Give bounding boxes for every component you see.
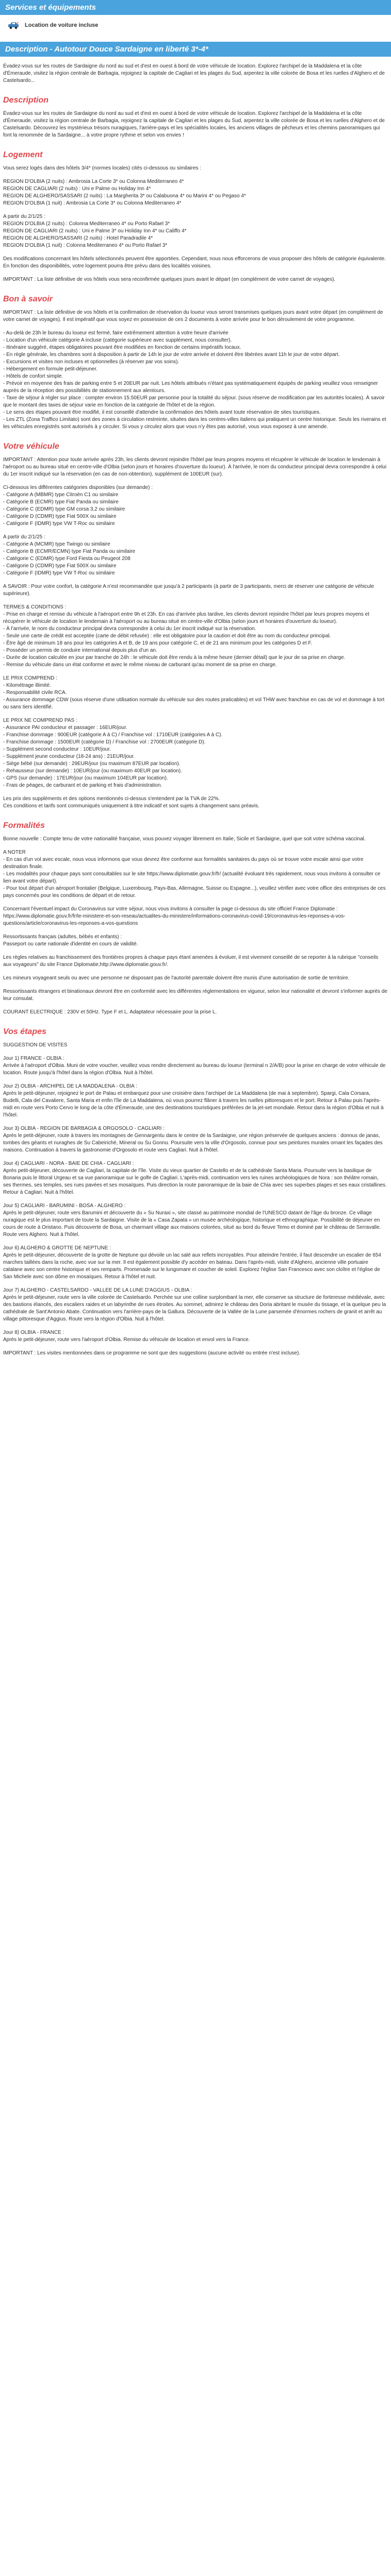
main-content	[0, 63, 391, 1384]
section-paragraph: TERMES & CONDITIONS : - Prise en charge et remise du véhicule à l'aéroport entre 9h et 23h. En cas d'arrivée plus tardive, les clients devront rejoindre l'hôtel par leurs propres moyens et récupérer le véhicule de location le lendemain à l'aéroport ou au bureau situé en centre-ville d'Olbia (selon jours et horaires d'ouverture du loueur). - À l'arrivée, le nom du conducteur principal devra correspondre à celui du 1er inscrit indiqué sur la réservation. - Seule une carte de crédit est acceptée (carte de débit refusée) : elle est obligatoire pour la caution et doit être au nom du conducteur principal. - Être âgé de minimum 18 ans pour les catégories A et B, de 19 ans pour catégorie C, et de 21 ans minimum pour les catégories D et F. - Posséder un permis de conduire international depuis plus d'un an. - Durée de location calculée en jour par tranche de 24h : le véhicule doit être rendu à la même heure (dernier détail) que le jour de sa prise en charge. - Remise du véhicule dans un état conforme et avec le même niveau de carburant qu'au moment de sa prise en charge.	[3, 604, 369, 668]
section-paragraph: SUGGESTION DE VISITES	[3, 1042, 68, 1048]
section-paragraph: Bonne nouvelle : Compte tenu de votre nationalité française, vous pouvez voyager librement en Italie, Sicile et Sardaigne, quel que soit votre schéma vaccinal.	[3, 836, 366, 842]
section-paragraph: - Au-delà de 23h le bureau du loueur est fermé, faire extrêmement attention à votre heure d'arrivée - Location d'un véhicule catégorie A incluse (catégorie supérieure avec supplément, nous consulter). - Itinéraire suggéré, étapes obligatoires pouvant être modifiées en fonction de certains impératifs locaux. - En règle générale, les chambres sont à disposition à partir de 14h le jour de votre arrivée et doivent être libérées avant 11h le jour de votre départ. - Excursions et visites non incluses et optionnelles (à réserver par vos soins). - Hébergement en formule petit-déjeuner. - Hôtels de confort simple. - Prévoir en moyenne des frais de parking entre 5 et 20EUR par nuit. Les hôtels attribués n'étant pas systématiquement équipés de parking veuillez vous renseigner auprès de la réception des possibilités de stationnement aux alentours. - Taxe de séjour à régler sur place : compter environ 15.50EUR par personne pour la totalité du séjour. (sous réserve de modification par les autorités locales). À savoir que le montant des taxes de séjour varie en fonction de la catégorie de l'hôtel et de la région. - Le sens des étapes pouvant être modifié, il est conseillé d'attendre la confirmation des hôtels avant toute réservation de sites touristiques. - Les ZTL (Zona Traffico Limitato) sont des zones à circulation restreinte, situées dans les centres-villes italiens qui pratiquent un centre historique. Seuls les riverains et les véhicules enregistrés sont autorisés à y circuler. Si vous y circulez alors que vous n'y êtes pas autorisé, vous vous exposez à une amende.	[3, 330, 386, 430]
section-paragraph: Les mineurs voyageant seuls ou avec une personne ne disposant pas de l'autorité parentale doivent être munis d'une autorisation de sortie de territoire.	[3, 975, 350, 981]
section-paragraph: Ci-dessous les différentes catégories disponibles (sur demande) : - Catégorie A (MBMR) type Citroën C1 ou similaire - Catégorie B (ECMR) type Fiat Panda ou similaire - Catégorie C (EDMR) type GM corsa 3,2 ou similaire - Catégorie D (CDMR) type Fiat 500X ou similaire - Catégorie F (IDMR) type VW T-Roc ou similaire	[3, 485, 153, 527]
intro-text: Évadez-vous sur les routes de Sardaigne du nord au sud et d'est en ouest à bord de votre véhicule de location. Explorez l'archipel de la Maddalena et la côte d'Émeraude, visitez la région centrale de Barbagia, rejoignez la capitale de Cagliari et les plages du Sud, arpentez la ville colorée de Bosa et les ruelles d'Alghero et de Castelsardo...	[3, 63, 385, 83]
section-paragraph: IMPORTANT : Attention pour toute arrivée après 23h, les clients devront rejoindre l'hôtel par leurs propres moyens et récupérer le véhicule de location le lendemain à l'aéroport ou au bureau situé en centre-ville d'Olbia (selon jours et horaires d'ouverture du loueur). À l'arrivée, le nom du conducteur principal devra correspondre à celui du 1er inscrit indiqué sur la réservation (en cas de non-obtention), supplément de 100EUR (sur).	[3, 457, 387, 477]
amenity-car-rental	[0, 15, 391, 42]
section-paragraph: Les prix des suppléments et des options mentionnés ci-dessus s'entendent par la TVA de 22%. Ces conditions et tarifs sont communiqués uniquement à titre indicatif et sont sujets à changement sans préavis.	[3, 796, 259, 809]
section-paragraph: REGION D'OLBIA (2 nuits) : Ambrosia La Corte 3* ou Colonna Mediterraneo 4* REGION DE CAGLIARI (2 nuits) : Uni e Palme ou Holiday Inn 4* REGION DE ALGHERO/SASSARI (2 nuits) : La Margherita 3* ou Calabuona 4* ou Marini 4* ou Pegaso 4* REGION D'OLBIA (1 nuit) : Ambrosia La Corte 3* ou Colonna Mediterraneo 4*	[3, 179, 246, 206]
description-title-bar: Description - Autotour Douce Sardaigne en liberté 3*-4*	[0, 42, 391, 57]
section-paragraph: Jour 6) ALGHERO & GROTTE DE NEPTUNE : Après le petit-déjeuner, découverte de la grotte de Neptune qui dévoile un lac salé aux reflets incroyables. Pour atteindre l'entrée, il faut descendre un escalier de 654 marches taillées dans la roche, avec vue sur la mer. Il est également possible d'y accéder en bateau. Dans l'après-midi, visite d'Alghero, ancienne ville portuaire catalane avec son centre historique et ses remparts. Promenade sur le lungomare et coucher de soleil. Explorez l'église San Francesco avec son cloître et l'église de San Michele avec son dôme en mosaïques. Retour à l'hôtel et nuit.	[3, 1245, 381, 1280]
section-paragraph: Jour 7) ALGHERO - CASTELSARDO - VALLEE DE LA LUNE D'AGGIUS - OLBIA : Après le petit-déjeuner, route vers la ville colorée de Castelsardo. Perchée sur une colline surplombant la mer, elle conserve sa structure de forteresse médiévale, avec des bastions élancés, des escaliers raides et un labyrinthe de rues étroites. Au sommet, admirez le château des Doria abritant le musée du tissage, et la quelque peu la cathédrale de Sant'Antonio Abate. Continuation vers l'arrière-pays de la Gallura. Découverte de la Vallée de la Lune parsemée d'énormes rochers de granit et arrêt au village pittoresque d'Aggius. Route vers la région d'Olbia. Nuit à l'hôtel.	[3, 1287, 386, 1322]
section-paragraph: A partir du 2/1/25 : - Catégorie A (MCMR) type Twingo ou similaire - Catégorie B (ECMR/ECMN) type Fiat Panda ou similaire - Catégorie C (EDMR) type Ford Fiesta ou Peugeot 208 - Catégorie D (CDMR) type Fiat 500X ou similaire - Catégorie F (IDMR) type VW T-Roc ou similaire	[3, 534, 136, 576]
section-paragraph: LE PRIX NE COMPREND PAS : - Assurance PAI conducteur et passager : 16EUR/jour. - Franchise dommage : 900EUR (catégorie A à C) / Franchise vol : 1710EUR (catégories A à C). - Franchise dommage : 1500EUR (catégorie D) / Franchise vol : 2700EUR (catégorie D). - Supplément second conducteur : 10EUR/jour. - Supplément jeune conducteur (18-24 ans) : 21EUR/jour. - Siège bébé (sur demande) : 29EUR/jour (ou maximum 87EUR par location). - Rehausseur (sur demande) : 10EUR/jour (ou maximum 40EUR par location). - GPS (sur demande) : 17EUR/jour (ou maximum 104EUR par location). - Frais de péages, de carburant et de parking et frais d'administration.	[3, 718, 223, 788]
section-heading: Logement	[3, 150, 43, 159]
section-paragraph: Ressortissants français (adultes, bébés et enfants) : Passeport ou carte nationale d'identité en cours de validité.	[3, 934, 138, 947]
section-paragraph: Jour 2) OLBIA - ARCHIPEL DE LA MADDALENA - OLBIA : Après le petit-déjeuner, rejoignez le port de Palau et embarquez pour une croisière dans l'archipel de La Maddalena (de mai à septembre). Spargi, Cala Corsara, Budelli, Cala del Cavaliere, Santa Maria et enfin l'île de La Maddalena, où vous pourrez flâner à travers les ruelles pittoresques et le port. Retour à Palau puis l'après-midi en route vers Porto Cervo le long de la côte d'Émeraude, une des destinations touristiques préférées de la jet-set mondiale. Retour dans la région d'Olbia et nuit à l'hôtel.	[3, 1083, 384, 1118]
section-paragraph: Jour 5) CAGLIARI - BARUMINI - BOSA - ALGHERO : Après le petit-déjeuner, route vers Barumini et découverte du « Su Nuraxi », site classé au patrimoine mondial de l'UNESCO datant de l'âge du bronze. Ce village nuragique est le plus important de toute la Sardaigne. Visite de la « Casa Zapata » un musée archéologique, historique et ethnographique. Possibilité de déjeuner en cours de route à Oristano. Puis découverte de Bosa, un charmant village aux maisons colorées, situé au bord du fleuve Temo et dominé par le château de Serravalle. Route vers Alghero. Nuit à l'hôtel.	[3, 1203, 381, 1238]
amenity-label: Location de voiture incluse	[25, 22, 99, 28]
section-paragraph: IMPORTANT : Les visites mentionnées dans ce programme ne sont que des suggestions (aucune activité ou entrée n'est incluse).	[3, 1350, 301, 1356]
section-paragraph: A SAVOIR : Pour votre confort, la catégorie A n'est recommandée que jusqu'à 2 participants (à partir de 3 participants, merci de réserver une catégorie de véhicule supérieure).	[3, 584, 374, 597]
section-paragraph: Vous serez logés dans des hôtels 3/4* (normes locales) cités ci-dessous ou similaires :	[3, 165, 202, 171]
section-heading: Vos étapes	[3, 1027, 46, 1036]
section-paragraph: Jour 8) OLBIA - FRANCE : Après le petit-déjeuner, route vers l'aéroport d'Olbia. Remise du véhicule de location et envol vers la France.	[3, 1330, 250, 1343]
section-heading: Description	[3, 96, 49, 105]
svg-text:€: €	[17, 22, 19, 26]
section-heading: Bon à savoir	[3, 295, 53, 303]
section-paragraph: Concernant l'éventuel impact du Coronavirus sur votre séjour, nous vous invitons à consulter la page ci-dessous du site officiel France Diplomatie : https://www.diplomatie.gouv.fr/fr/le-ministere-et-son-reseau/actualites-du-ministere/informations-coronavirus-covid-19/coronavirus-les-reponses-a-vos-questions/article/coronavirus-les-reponses-a-vos-questions	[3, 906, 346, 926]
sections-container	[3, 96, 388, 1357]
section-paragraph: Évadez-vous sur les routes de Sardaigne du nord au sud et d'est en ouest à bord de votre véhicule de location. Explorez l'archipel de la Maddalena et la côte d'Émeraude, visitez la région centrale de Barbagia, rejoignez la capitale de Cagliari et les plages du Sud, arpentez la ville colorée de Bosa et les ruelles d'Alghero et de Castelsardo. Découvrez les mystérieux trésors nuragiques, l'arrière-pays et les spécialités locales, les anciens villages de pêcheurs et les chemins panoramiques qui font la renommée de la Sardaigne... à votre propre rythme et selon vos envies !	[3, 111, 385, 138]
section-heading: Formalités	[3, 821, 45, 830]
section-paragraph: Ressortissants étrangers et binationaux devront être en conformité avec les différentes réglementations en vigueur, selon leur nationalité et devront s'informer auprès de leur consulat.	[3, 989, 387, 1002]
section-paragraph: Les règles relatives au franchissement des frontières propres à chaque pays étant amenées à évoluer, il est vivement conseillé de se reporter à la rubrique "conseils aux voyageurs" du site France Diplomatie,http://www.diplomatie.gouv.fr/.	[3, 955, 379, 968]
section-paragraph: Des modifications concernant les hôtels sélectionnés peuvent être apportées. Cependant, nous nous efforcerons de vous proposer des hôtels de catégorie équivalente. En fonction des disponibilités, votre logement pourra être prévu dans des localités voisines.	[3, 256, 386, 269]
section-paragraph: IMPORTANT : La liste définitive de vos hôtels vous sera reconfirmée quelques jours avant le départ (en complément de votre carnet de voyages).	[3, 277, 336, 282]
section-paragraph: COURANT ELECTRIQUE : 230V et 50Hz. Type F et L. Adaptateur nécessaire pour la prise L.	[3, 1009, 217, 1015]
car-rental-icon	[7, 21, 21, 29]
section-paragraph: Jour 1) FRANCE - OLBIA : Arrivée à l'aéroport d'Olbia. Muni de votre voucher, veuillez vous rendre directement au bureau du loueur (terminal n 2/A/B) pour la prise en charge de votre véhicule de location. Route jusqu'à l'hôtel dans la région d'Olbia. Nuit à l'hôtel.	[3, 1056, 386, 1076]
section-heading: Votre véhicule	[3, 442, 59, 451]
services-header: Services et équipements	[0, 0, 391, 15]
section-paragraph: A partir du 2/1/25 : REGION D'OLBIA (2 nuits) : Colonna Mediterraneo 4* ou Porto Rafael 3* REGION DE CAGLIARI (2 nuits) : Uni e Palme 3* ou Holiday Inn 4* ou Califfo 4* REGION DE ALGHERO/SASSARI (2 nuits) : Hotel Paradradile 4* REGION D'OLBIA (1 nuit) : Colonna Mediterraneo 4* ou Porto Rafael 3*	[3, 214, 187, 248]
section-paragraph: LE PRIX COMPREND : - Kilométrage illimité. - Responsabilité civile RCA. - Assurance dommage CDW (sous réserve d'une utilisation normale du véhicule sur des routes praticables) et vol THW avec franchise en cas de vol et dommage à tort ou sans tiers identifié.	[3, 675, 385, 710]
section-paragraph: Jour 3) OLBIA - REGION DE BARBAGIA & ORGOSOLO - CAGLIARI : Après le petit-déjeuner, route à travers les montagnes de Gennargentu dans le centre de la Sardaigne, une région préservée de quelques anciens : donnus de janas, tombes des géants et nuraghes de Su Cabeirichè, Mineral ou Su Gonnu. Poursuite vers la ville d'Orgosolo, connue pour ses peintures murales ornant les façades des maisons. Continuation à travers la gastronomie d'Orgosolo et route vers Cagliari. Nuit à l'hôtel.	[3, 1126, 383, 1153]
section-paragraph: Jour 4) CAGLIARI - NORA - BAIE DE CHIA - CAGLIARI : Après petit-déjeuner, découverte de Cagliari, la capitale de l'île. Visite du vieux quartier de Castello et de la cathédrale Santa Maria. Poursuite vers la basilique de Bonaria puis le littoral Urgeau et sa vue panoramique sur le golfe de Cagliari. L'après-midi, continuation vers les ruines archéologiques de Nora : son théâtre romain, ses thermes, ses temples, ses rues pavées et ses mosaïques. Puis direction la route panoramique de la baie de Chia avec ses superbes plages et ses eaux cristallines. Retour à Cagliari. Nuit à l'hôtel.	[3, 1161, 387, 1195]
section-paragraph: IMPORTANT : La liste définitive de vos hôtels et la confirmation de réservation du loueur vous seront transmises quelques jours avant votre départ (en complément de votre carnet de voyages). Il est impératif que vous soyez en possession de ces 2 documents à votre arrivée pour le bon déroulement de votre programme.	[3, 310, 383, 323]
section-paragraph: A NOTER - En cas d'un vol avec escale, nous vous informons que vous devrez être conforme aux formalités sanitaires du pays où se trouve votre escale ainsi que votre destination finale. - Les modalités pour chaque pays sont consultables sur le site https://www.diplomatie.gouv.fr/fr/ (actualité évoluant très rapidement, nous vous invitons à consulter ce lien avant votre départ). - Pour tout départ d'un aéroport frontalier (Belgique, Luxembourg, Pays-Bas, Allemagne, Suisse ou Espagne...), veuillez vérifier avec votre office des entreprises de ces pays concernés pour les conditions de départ et de retour.	[3, 850, 386, 899]
